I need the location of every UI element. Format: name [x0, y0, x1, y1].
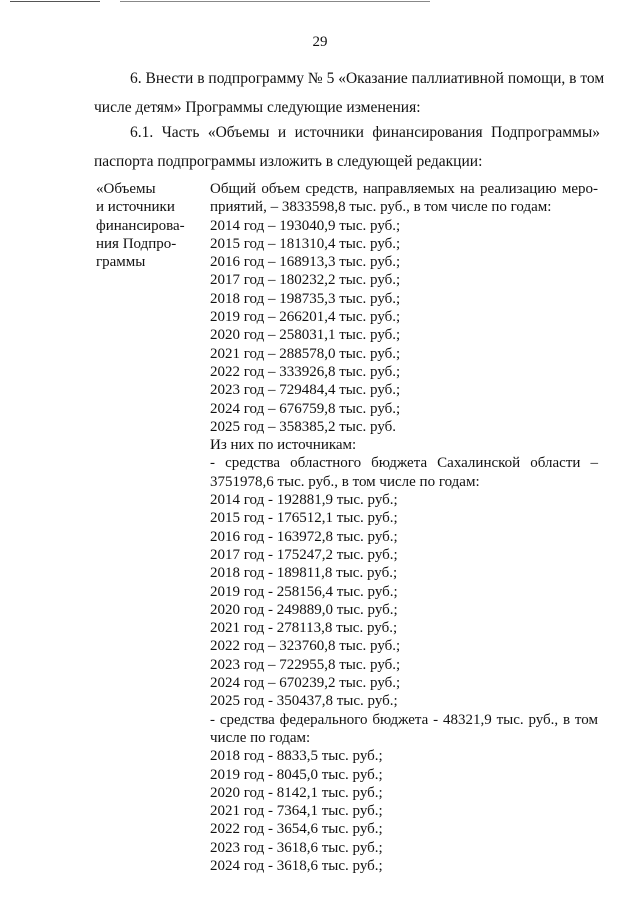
label-line: ния Подпро- — [96, 235, 177, 252]
content-line: 2022 год – 323760,8 тыс. руб.; — [210, 638, 401, 655]
content-line: 2021 год - 278113,8 тыс. руб.; — [210, 620, 398, 637]
content-line: 2023 год – 722955,8 тыс. руб.; — [210, 656, 401, 673]
label-line: «Объемы — [96, 181, 156, 197]
content-line: 2023 год - 3618,6 тыс. руб.; — [210, 839, 383, 856]
content-line: 2022 год - 3654,6 тыс. руб.; — [210, 821, 383, 838]
content-line: 2021 год - 7364,1 тыс. руб.; — [210, 803, 383, 820]
content-line: 2014 год - 192881,9 тыс. руб.; — [210, 492, 398, 509]
content-line: - средства областного бюджета Сахалинской области – — [210, 455, 598, 472]
paragraph-1-line-1: 6. Внести в подпрограмму № 5 «Оказание паллиативной помощи, в том — [130, 70, 605, 87]
paragraph-financing-section — [94, 118, 600, 176]
page-number: 29 — [312, 34, 328, 50]
content-line: Общий объем средств, направляемых на реализацию меро- — [210, 181, 598, 197]
content-line: 2022 год – 333926,8 тыс. руб.; — [210, 363, 401, 380]
content-line: 2015 год – 181310,4 тыс. руб.; — [210, 235, 401, 252]
content-line: 2018 год – 198735,3 тыс. руб.; — [210, 290, 401, 307]
top-scan-rule — [0, 0, 640, 3]
content-line: 2024 год – 676759,8 тыс. руб.; — [210, 400, 401, 417]
content-line: 2025 год – 358385,2 тыс. руб. — [210, 418, 397, 435]
content-line: 2017 год – 180232,2 тыс. руб.; — [210, 272, 401, 289]
content-line: 2018 год - 8833,5 тыс. руб.; — [210, 748, 383, 765]
content-line: 2014 год – 193040,9 тыс. руб.; — [210, 217, 401, 234]
content-line: 2024 год – 670239,2 тыс. руб.; — [210, 675, 401, 692]
financing-content-column — [210, 180, 598, 875]
content-line: 2020 год - 249889,0 тыс. руб.; — [210, 601, 398, 618]
content-line: - средства федерального бюджета - 48321,9 тыс. руб., в том — [210, 711, 598, 728]
content-line: 2016 год - 163972,8 тыс. руб.; — [210, 528, 398, 545]
content-line: приятий, – 3833598,8 тыс. руб., в том числе по годам: — [210, 199, 552, 216]
content-line: 2016 год – 168913,3 тыс. руб.; — [210, 254, 401, 271]
content-line: 3751978,6 тыс. руб., в том числе по годам: — [210, 473, 480, 490]
content-line: Из них по источникам: — [210, 437, 357, 454]
content-line: 2025 год - 350437,8 тыс. руб.; — [210, 693, 398, 710]
content-line: 2019 год - 8045,0 тыс. руб.; — [210, 766, 383, 783]
paragraph-2-line-1: 6.1. Часть «Объемы и источники финансирования Подпрограммы» — [130, 124, 600, 141]
label-line: финансирова- — [96, 217, 185, 234]
paragraph-1-line-2: числе детям» Программы следующие изменения: — [94, 99, 421, 116]
content-line: 2019 год - 258156,4 тыс. руб.; — [210, 583, 398, 600]
content-line: числе по годам: — [210, 729, 311, 746]
content-line: 2020 год – 258031,1 тыс. руб.; — [210, 327, 401, 344]
content-line: 2021 год – 288578,0 тыс. руб.; — [210, 345, 401, 362]
label-line: и источники — [96, 199, 175, 216]
label-line: граммы — [96, 254, 146, 271]
content-line: 2023 год – 729484,4 тыс. руб.; — [210, 382, 401, 399]
content-line: 2015 год - 176512,1 тыс. руб.; — [210, 510, 398, 527]
paragraph-2-line-2: паспорта подпрограммы изложить в следующей редакции: — [94, 153, 483, 170]
paragraph-amend-subprogram — [94, 64, 605, 122]
financing-label-column — [96, 180, 206, 271]
content-line: 2020 год - 8142,1 тыс. руб.; — [210, 784, 383, 801]
content-line: 2018 год - 189811,8 тыс. руб.; — [210, 565, 398, 582]
content-line: 2024 год - 3618,6 тыс. руб.; — [210, 857, 383, 874]
content-line: 2017 год - 175247,2 тыс. руб.; — [210, 546, 398, 563]
content-line: 2019 год – 266201,4 тыс. руб.; — [210, 309, 401, 326]
